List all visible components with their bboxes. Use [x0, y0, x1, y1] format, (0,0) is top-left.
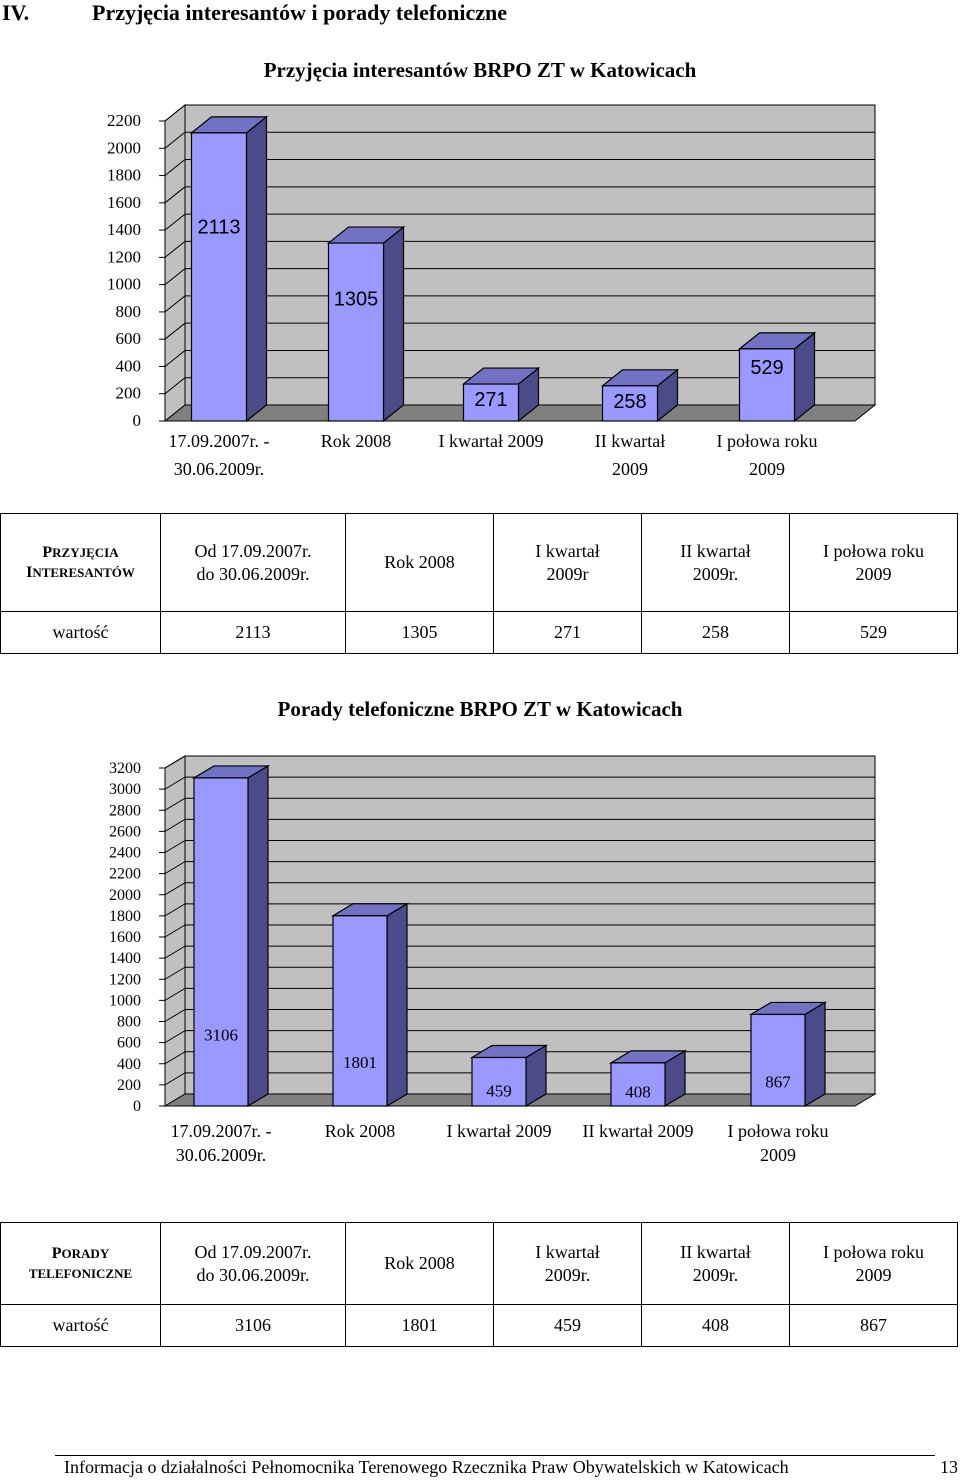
table-header-cell [642, 1223, 790, 1305]
visits-chart [0, 50, 960, 510]
x-tick-label: 2009 [760, 1145, 796, 1165]
y-tick-label: 3000 [109, 781, 141, 799]
bar [333, 916, 387, 1106]
header-line: do 30.06.2009r. [196, 563, 310, 584]
table-header-label [1, 514, 161, 612]
y-tick-label: 600 [115, 329, 141, 349]
y-tick-label: 1200 [109, 971, 141, 989]
row-label: wartość [1, 1305, 161, 1347]
x-tick-label: Rok 2008 [320, 431, 392, 451]
y-tick-label: 1800 [107, 165, 141, 185]
table-header-cell [790, 514, 958, 612]
bar-side [805, 1002, 825, 1106]
y-tick-label: 1400 [109, 950, 141, 968]
header-line: II kwartał [680, 1242, 751, 1262]
data-label: 408 [625, 1082, 651, 1102]
header-line: 2009r [546, 563, 589, 584]
page-footer [0, 1456, 960, 1481]
table-header-cell [161, 514, 346, 612]
phone-advice-table [0, 1222, 958, 1347]
header-line: Od 17.09.2007r. [194, 541, 312, 561]
data-label: 271 [474, 389, 508, 412]
header-line: Rok 2008 [384, 552, 455, 573]
data-label: 459 [486, 1081, 512, 1101]
data-label: 3106 [204, 1025, 238, 1045]
table-header-label [1, 1223, 161, 1305]
header-rest: NTERESANTÓW [32, 564, 135, 580]
y-tick-label: 2600 [109, 823, 141, 841]
header-line: 2009 [855, 1264, 892, 1285]
table-header-cell [494, 1223, 642, 1305]
x-tick-label: Rok 2008 [324, 1121, 396, 1141]
header-label-line [1, 1264, 160, 1284]
section-title: Przyjęcia interesantów i porady telefoniczne [92, 0, 508, 25]
header-line: Rok 2008 [384, 1253, 455, 1274]
y-tick-label: 2000 [107, 138, 141, 158]
table-header-cell [161, 1223, 346, 1305]
y-tick-label: 1600 [109, 929, 141, 946]
header-rest: ORADY [61, 1245, 110, 1261]
phone-advice-chart-svg [0, 690, 960, 1190]
header-label-line [1, 1244, 160, 1264]
bar-side [387, 904, 407, 1106]
y-tick-label: 400 [115, 356, 141, 376]
header-line: 2009r. [692, 1264, 739, 1285]
y-tick-label: 800 [117, 1013, 141, 1031]
bar [194, 778, 248, 1106]
bar-side [248, 766, 268, 1106]
x-tick-label: 17.09.2007r. - [170, 1121, 272, 1141]
x-tick-label: II kwartał [594, 431, 666, 451]
x-tick-label: 2009 [612, 459, 648, 479]
value-cell: 1305 [346, 612, 494, 654]
header-rest: TELEFONICZNE [28, 1265, 133, 1281]
y-tick-label: 400 [117, 1055, 141, 1073]
y-tick-label: 200 [115, 383, 141, 403]
header-line: II kwartał [680, 541, 751, 561]
section-heading [0, 0, 960, 24]
y-tick-label: 1800 [109, 907, 141, 925]
header-line: do 30.06.2009r. [196, 1264, 310, 1285]
x-tick-label: I kwartał 2009 [438, 431, 544, 451]
header-line: 2009 [855, 563, 892, 584]
visits-table [0, 513, 958, 654]
y-tick-label: 2400 [109, 844, 141, 862]
value-cell: 3106 [161, 1305, 346, 1347]
header-line: Od 17.09.2007r. [194, 1242, 312, 1262]
header-line: 2009r. [692, 563, 739, 584]
table-header-cell [346, 1223, 494, 1305]
y-tick-label: 3200 [109, 760, 141, 777]
table-header-cell [494, 514, 642, 612]
x-tick-label: 30.06.2009r. [173, 459, 265, 479]
header-line: 2009r. [544, 1264, 591, 1285]
y-tick-label: 200 [117, 1076, 141, 1094]
x-tick-label: I połowa roku [716, 431, 818, 451]
value-cell: 2113 [161, 612, 346, 654]
page-number: 13 [940, 1457, 958, 1477]
bar-side [247, 117, 267, 421]
header-line: I kwartał [535, 1242, 600, 1262]
table-header-cell [346, 514, 494, 612]
chart-title: Przyjęcia interesantów BRPO ZT w Katowicach [263, 58, 697, 82]
y-tick-label: 600 [117, 1034, 141, 1052]
value-cell: 271 [494, 612, 642, 654]
data-label: 258 [613, 390, 647, 413]
value-cell: 258 [642, 612, 790, 654]
x-tick-label: 30.06.2009r. [175, 1145, 267, 1165]
x-tick-label: I połowa roku [727, 1121, 829, 1141]
data-label: 1801 [343, 1052, 377, 1072]
value-cell: 529 [790, 612, 958, 654]
y-tick-label: 1000 [107, 274, 141, 294]
bar [192, 133, 247, 421]
row-label: wartość [1, 612, 161, 654]
header-label-line [1, 563, 160, 583]
table-header-cell [790, 1223, 958, 1305]
bar-side [384, 227, 404, 421]
value-cell: 408 [642, 1305, 790, 1347]
data-label: 529 [750, 357, 784, 380]
header-line: I kwartał [535, 541, 600, 561]
value-cell: 867 [790, 1305, 958, 1347]
header-line: I połowa roku [823, 1242, 924, 1262]
visits-chart-svg [0, 50, 960, 510]
footer-text: Informacja o działalności Pełnomocnika Terenowego Rzecznika Praw Obywatelskich w Katowicach [64, 1457, 789, 1477]
y-tick-label: 2000 [109, 886, 141, 904]
header-initial: P [51, 1244, 62, 1262]
plot-side-wall [165, 105, 185, 421]
chart-title: Porady telefoniczne BRPO ZT w Katowicach [277, 697, 683, 721]
y-tick-label: 2800 [109, 802, 141, 820]
data-label: 1305 [333, 288, 379, 311]
y-tick-label: 2200 [107, 111, 141, 130]
y-tick-label: 1200 [107, 247, 141, 267]
bar [329, 243, 384, 421]
x-tick-label: II kwartał 2009 [582, 1121, 694, 1141]
y-tick-label: 2200 [109, 865, 141, 883]
y-tick-label: 0 [133, 1098, 141, 1115]
bar [751, 1014, 805, 1106]
y-tick-label: 1400 [107, 220, 141, 240]
header-label-line [1, 543, 160, 563]
phone-advice-chart [0, 690, 960, 1190]
header-initial: I [26, 563, 33, 581]
y-tick-label: 0 [132, 411, 141, 430]
y-tick-label: 800 [115, 301, 141, 321]
y-tick-label: 1000 [109, 992, 141, 1010]
section-number: IV. [2, 0, 30, 25]
x-tick-label: I kwartał 2009 [446, 1121, 552, 1141]
value-cell: 459 [494, 1305, 642, 1347]
header-rest: RZYJĘCIA [52, 544, 119, 560]
data-label: 867 [765, 1072, 791, 1092]
data-label: 2113 [197, 216, 241, 239]
y-tick-label: 1600 [107, 192, 141, 212]
header-initial: P [42, 543, 53, 561]
value-cell: 1801 [346, 1305, 494, 1347]
x-tick-label: 2009 [749, 459, 785, 479]
table-header-cell [642, 514, 790, 612]
x-tick-label: 17.09.2007r. - [168, 431, 270, 451]
header-line: I połowa roku [823, 541, 924, 561]
